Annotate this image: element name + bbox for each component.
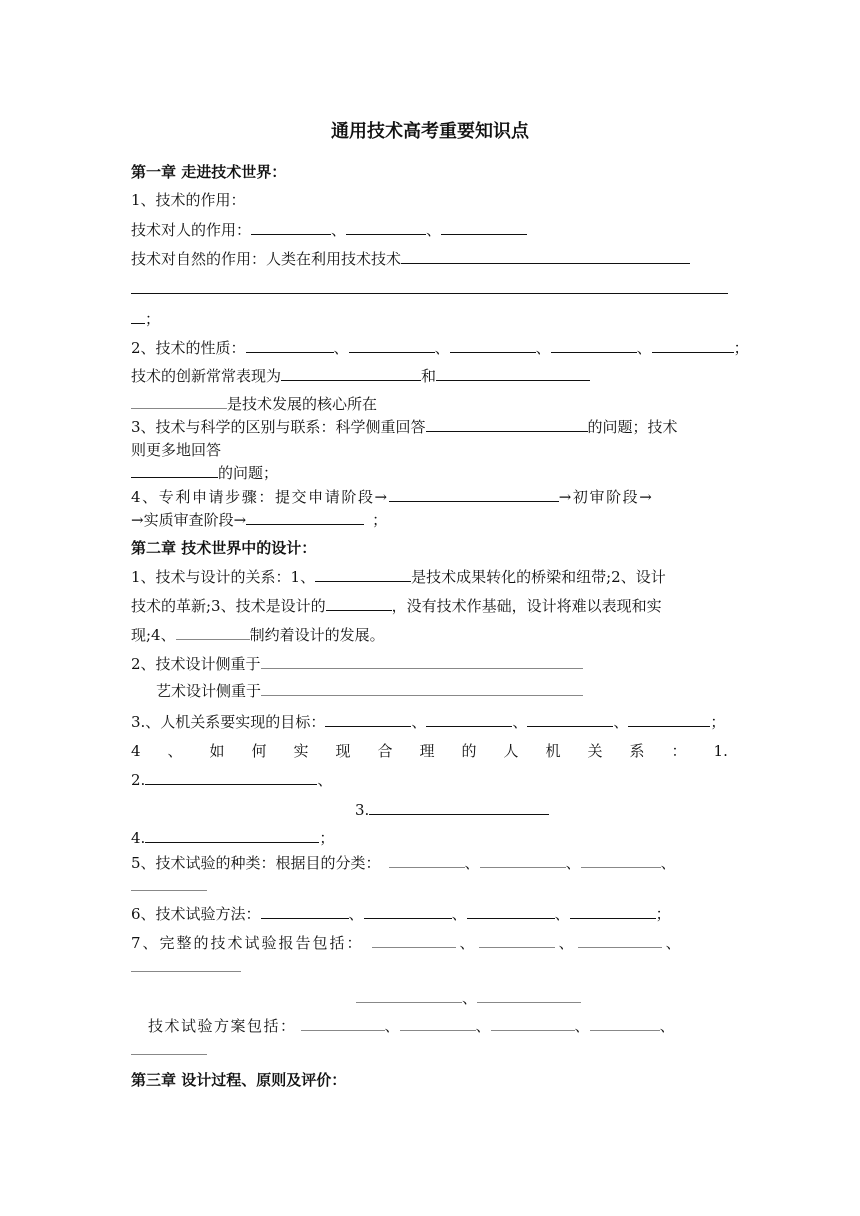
separator: 、 bbox=[558, 934, 574, 952]
separator: 、 bbox=[464, 854, 480, 872]
s7-plan-text: 技术试验方案包括： bbox=[148, 1017, 297, 1035]
q2-core-text: 是技术发展的核心所在 bbox=[227, 395, 378, 413]
blank-field[interactable] bbox=[145, 828, 319, 843]
blank-field[interactable] bbox=[450, 338, 536, 353]
blank-field[interactable] bbox=[349, 338, 435, 353]
s7-line bbox=[131, 933, 681, 953]
separator: 、 bbox=[411, 713, 427, 731]
s4-char: ： bbox=[671, 742, 687, 760]
separator: 、 bbox=[331, 221, 347, 239]
s4-char: 如 bbox=[209, 742, 225, 760]
separator: 、 bbox=[512, 713, 528, 731]
page-title: 通用技术高考重要知识点 bbox=[331, 121, 529, 142]
q1b-end-line bbox=[131, 309, 160, 329]
blank-field[interactable] bbox=[652, 338, 734, 353]
q1b-label: 技术对自然的作用：人类在利用技术技术 bbox=[131, 250, 402, 268]
q3-end-line bbox=[131, 463, 278, 483]
blank-field[interactable] bbox=[246, 338, 334, 353]
r1-text: 1、技术与设计的关系：1、 bbox=[131, 568, 316, 586]
q4-line bbox=[131, 487, 653, 507]
s7-cont2-line bbox=[356, 988, 581, 1008]
blank-field[interactable] bbox=[480, 853, 566, 868]
separator: 、 bbox=[475, 1017, 491, 1035]
separator: 、 bbox=[574, 1017, 590, 1035]
blank-field[interactable] bbox=[346, 220, 426, 235]
blank-field[interactable] bbox=[364, 904, 452, 919]
r1-line bbox=[131, 567, 666, 587]
q1a-line bbox=[131, 220, 527, 240]
q3-line bbox=[131, 417, 678, 437]
s4-char: 实 bbox=[293, 742, 309, 760]
blank-field[interactable] bbox=[131, 309, 145, 324]
s7-cont-line bbox=[131, 957, 241, 977]
blank-field[interactable] bbox=[261, 654, 583, 669]
blank-field[interactable] bbox=[246, 510, 364, 525]
s4-char: 机 bbox=[545, 742, 561, 760]
blank-field[interactable] bbox=[479, 933, 555, 948]
blank-field[interactable] bbox=[570, 904, 656, 919]
blank-field[interactable] bbox=[372, 933, 456, 948]
blank-field[interactable] bbox=[261, 904, 349, 919]
blank-field[interactable] bbox=[131, 1040, 207, 1055]
s5-line bbox=[131, 853, 676, 873]
blank-field[interactable] bbox=[356, 988, 462, 1003]
q4-cont-line bbox=[131, 510, 387, 530]
r3-line bbox=[131, 625, 385, 645]
blank-field[interactable] bbox=[145, 770, 317, 785]
s5-cont-line bbox=[131, 876, 207, 896]
blank-field[interactable] bbox=[131, 394, 227, 409]
separator: 、 bbox=[659, 1017, 675, 1035]
blank-field[interactable] bbox=[131, 957, 241, 972]
blank-field[interactable] bbox=[581, 853, 661, 868]
s7-plan-line bbox=[148, 1016, 675, 1036]
q3-text: 的问题；技术 bbox=[587, 418, 678, 436]
r2-text: ，没有技术作基础，设计将难以表现和实 bbox=[391, 597, 662, 615]
s7-text: 7、完整的技术试验报告包括： bbox=[131, 934, 364, 952]
s3-line bbox=[131, 712, 725, 732]
blank-field[interactable] bbox=[477, 988, 581, 1003]
q4-text: 4、专利申请步骤：提交申请阶段→ bbox=[131, 488, 389, 506]
s4-char: 人 bbox=[503, 742, 519, 760]
blank-field[interactable] bbox=[590, 1016, 660, 1031]
q3-text: 的问题； bbox=[218, 464, 279, 482]
separator: ； bbox=[655, 905, 671, 923]
blank-field[interactable] bbox=[527, 712, 613, 727]
separator: 、 bbox=[613, 713, 629, 731]
r3-text: 现;4、 bbox=[131, 626, 176, 644]
q1-text: 1、技术的作用： bbox=[131, 191, 246, 209]
q4-text: →实质审查阶段→ bbox=[131, 511, 247, 529]
separator: 、 bbox=[434, 339, 450, 357]
q3-cont: 则更多地回答 bbox=[131, 441, 222, 459]
chapter-2-heading: 第二章 技术世界中的设计： bbox=[131, 539, 317, 557]
q2-label: 2、技术的性质： bbox=[131, 339, 246, 357]
q1b-line bbox=[131, 249, 690, 269]
and-text: 和 bbox=[421, 367, 437, 385]
separator: ； bbox=[710, 713, 726, 731]
s4-text: 4. bbox=[131, 829, 146, 847]
separator: 、 bbox=[462, 989, 478, 1007]
blank-field[interactable] bbox=[389, 853, 465, 868]
q3-text: 3、技术与科学的区别与联系：科学侧重回答 bbox=[131, 418, 426, 436]
blank-field[interactable] bbox=[325, 712, 411, 727]
s4-char: 理 bbox=[419, 742, 435, 760]
separator: 、 bbox=[333, 339, 349, 357]
blank-field[interactable] bbox=[401, 249, 690, 264]
blank-field[interactable] bbox=[176, 625, 250, 640]
s2-text: 艺术设计侧重于 bbox=[156, 682, 262, 700]
s4-char: 现 bbox=[335, 742, 351, 760]
s2-text: 2、技术设计侧重于 bbox=[131, 655, 261, 673]
s4-text: 3. bbox=[355, 801, 370, 819]
separator: 、 bbox=[565, 854, 581, 872]
s4-line bbox=[131, 741, 728, 761]
separator: ； bbox=[145, 310, 161, 328]
s4-char: 系 bbox=[629, 742, 645, 760]
separator: 、 bbox=[317, 771, 333, 789]
blank-field[interactable] bbox=[551, 338, 637, 353]
separator: 、 bbox=[384, 1017, 400, 1035]
r1-text: 是技术成果转化的桥梁和纽带;2、设计 bbox=[411, 568, 666, 586]
blank-field[interactable] bbox=[436, 366, 590, 381]
q2-innov-line bbox=[131, 366, 590, 386]
blank-field[interactable] bbox=[467, 904, 555, 919]
q2-line bbox=[131, 338, 749, 358]
q2-core-line bbox=[131, 394, 377, 414]
blank-field[interactable] bbox=[578, 933, 662, 948]
blank-field[interactable] bbox=[261, 681, 583, 696]
blank-field[interactable] bbox=[389, 487, 559, 502]
blank-field[interactable] bbox=[131, 876, 207, 891]
separator: ； bbox=[372, 511, 388, 529]
separator: 、 bbox=[665, 934, 681, 952]
blank-field[interactable] bbox=[491, 1016, 575, 1031]
separator: 、 bbox=[459, 934, 475, 952]
s4-char: 1. bbox=[713, 742, 728, 760]
separator: 、 bbox=[451, 905, 467, 923]
s4-2-line bbox=[131, 770, 332, 790]
chapter-3-heading: 第三章 设计过程、原则及评价： bbox=[131, 1071, 347, 1089]
blank-field[interactable] bbox=[426, 712, 512, 727]
chapter-1-heading: 第一章 走进技术世界： bbox=[131, 163, 287, 181]
separator: 、 bbox=[348, 905, 364, 923]
blank-field[interactable] bbox=[315, 567, 411, 582]
s4-char: 4 bbox=[131, 742, 141, 760]
s4-text: 2. bbox=[131, 771, 146, 789]
blank-field[interactable] bbox=[326, 596, 392, 611]
s2-line bbox=[131, 654, 583, 674]
separator: 、 bbox=[426, 221, 442, 239]
blank-rule[interactable] bbox=[131, 293, 728, 294]
r3-text: 制约着设计的发展。 bbox=[249, 626, 385, 644]
s4-3-line bbox=[355, 800, 549, 820]
r2-line bbox=[131, 596, 662, 616]
q1a-label: 技术对人的作用： bbox=[131, 221, 252, 239]
blank-field[interactable] bbox=[369, 800, 549, 815]
blank-field[interactable] bbox=[400, 1016, 476, 1031]
blank-field[interactable] bbox=[281, 366, 421, 381]
separator: 、 bbox=[636, 339, 652, 357]
s6-line bbox=[131, 904, 671, 924]
q4-text: →初审阶段→ bbox=[558, 488, 654, 506]
q2-innov-label: 技术的创新常常表现为 bbox=[131, 367, 282, 385]
blank-field[interactable] bbox=[131, 463, 218, 478]
separator: 、 bbox=[535, 339, 551, 357]
separator: ； bbox=[733, 339, 749, 357]
s4-char: 、 bbox=[167, 742, 183, 760]
s4-4-line bbox=[131, 828, 334, 848]
blank-field[interactable] bbox=[628, 712, 710, 727]
blank-field[interactable] bbox=[441, 220, 527, 235]
blank-field[interactable] bbox=[301, 1016, 385, 1031]
s2b-line bbox=[156, 681, 583, 701]
separator: 、 bbox=[660, 854, 676, 872]
r2-text: 技术的革新;3、技术是设计的 bbox=[131, 597, 326, 615]
separator: ； bbox=[319, 829, 335, 847]
blank-field[interactable] bbox=[251, 220, 331, 235]
s7-plan-cont-line bbox=[131, 1040, 207, 1060]
s4-char: 的 bbox=[461, 742, 477, 760]
s4-char: 合 bbox=[377, 742, 393, 760]
s6-text: 6、技术试验方法： bbox=[131, 905, 261, 923]
s4-char: 关 bbox=[587, 742, 603, 760]
s3-text: 3.、人机关系要实现的目标： bbox=[131, 713, 326, 731]
s5-text: 5、技术试验的种类：根据目的分类： bbox=[131, 854, 381, 872]
blank-field[interactable] bbox=[426, 417, 588, 432]
separator: 、 bbox=[554, 905, 570, 923]
s4-char: 何 bbox=[251, 742, 267, 760]
